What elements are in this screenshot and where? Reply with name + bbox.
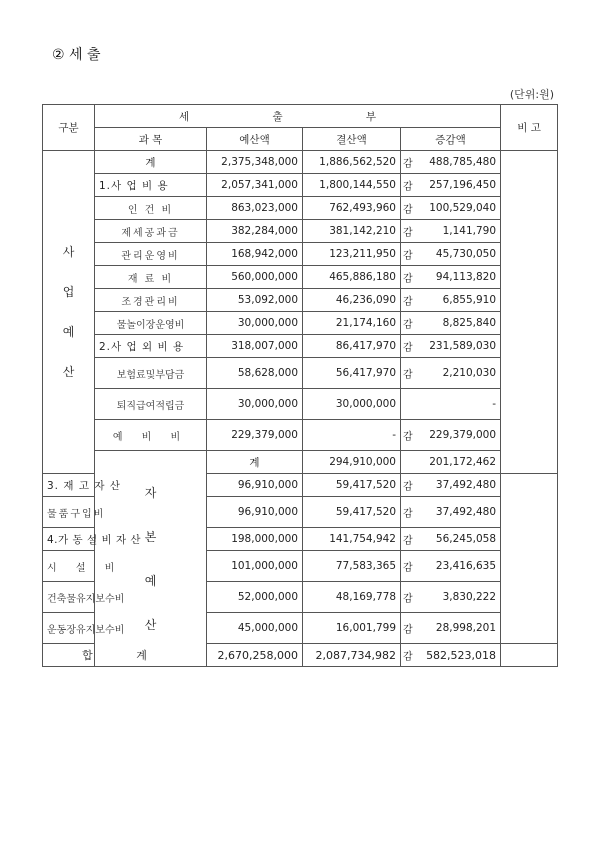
table-row: 조경관리비 53,092,000 46,236,090 감 6,855,910	[43, 289, 558, 312]
table-row: 건축물유지보수비 52,000,000 48,169,778 감 3,830,222	[43, 582, 558, 613]
table-row: 관리운영비 168,942,000 123,211,950 감 45,730,050	[43, 243, 558, 266]
header-division: 구분	[43, 105, 95, 151]
header-settled: 결산액	[303, 128, 401, 151]
table-row: 예 비 비 229,379,000 - 감 229,379,000	[43, 420, 558, 451]
unit-label: (단위:원)	[509, 88, 554, 101]
header-group: 세 출 부	[95, 105, 501, 128]
header-change: 증감액	[401, 128, 501, 151]
expenditure-table	[42, 104, 558, 667]
table-row: 4.가 동 설 비 자 산 198,000,000 141,754,942 감 56,245,058	[43, 528, 558, 551]
table-row: 물품구입비 96,910,000 59,417,520 감 37,492,480	[43, 497, 558, 528]
table-row: 3. 재 고 자 산 96,910,000 59,417,520 감 37,492,480	[43, 474, 558, 497]
remark-cell	[501, 644, 558, 667]
table-row: 2.사 업 외 비 용 318,007,000 86,417,970 감 231,589,030	[43, 335, 558, 358]
header-subject: 과 목	[95, 128, 207, 151]
table-row: 사 업 예 산 계 2,375,348,000 1,886,562,520 감 488,785,480	[43, 151, 558, 174]
table-row: 제세공과금 382,284,000 381,142,210 감 1,141,790	[43, 220, 558, 243]
section-title: ② 세 출	[52, 47, 101, 63]
table-row: 재 료 비 560,000,000 465,886,180 감 94,113,820	[43, 266, 558, 289]
table-row: 퇴직급여적립금 30,000,000 30,000,000 -	[43, 389, 558, 420]
table-row: 1.사 업 비 용 2,057,341,000 1,800,144,550 감 257,196,450	[43, 174, 558, 197]
table-row: 시 설 비 101,000,000 77,583,365 감 23,416,635	[43, 551, 558, 582]
table-row: 운동장유지보수비 45,000,000 16,001,799 감 28,998,201	[43, 613, 558, 644]
remark-cell	[501, 151, 558, 474]
table-row: 자 본 예 산 계 294,910,000 201,172,462	[43, 451, 558, 474]
table-row: 보험료및부담금 58,628,000 56,417,970 감 2,210,030	[43, 358, 558, 389]
table-row: 인 건 비 863,023,000 762,493,960 감 100,529,040	[43, 197, 558, 220]
section-label-capital: 자 본 예 산	[95, 451, 207, 667]
section-label-business: 사 업 예 산	[43, 151, 95, 474]
header-remark: 비 고	[501, 105, 558, 151]
header-budget: 예산액	[207, 128, 303, 151]
table-row: 물놀이장운영비 30,000,000 21,174,160 감 8,825,840	[43, 312, 558, 335]
grand-total-row: 합 계 2,670,258,000 2,087,734,982 감 582,523,018	[43, 644, 558, 667]
